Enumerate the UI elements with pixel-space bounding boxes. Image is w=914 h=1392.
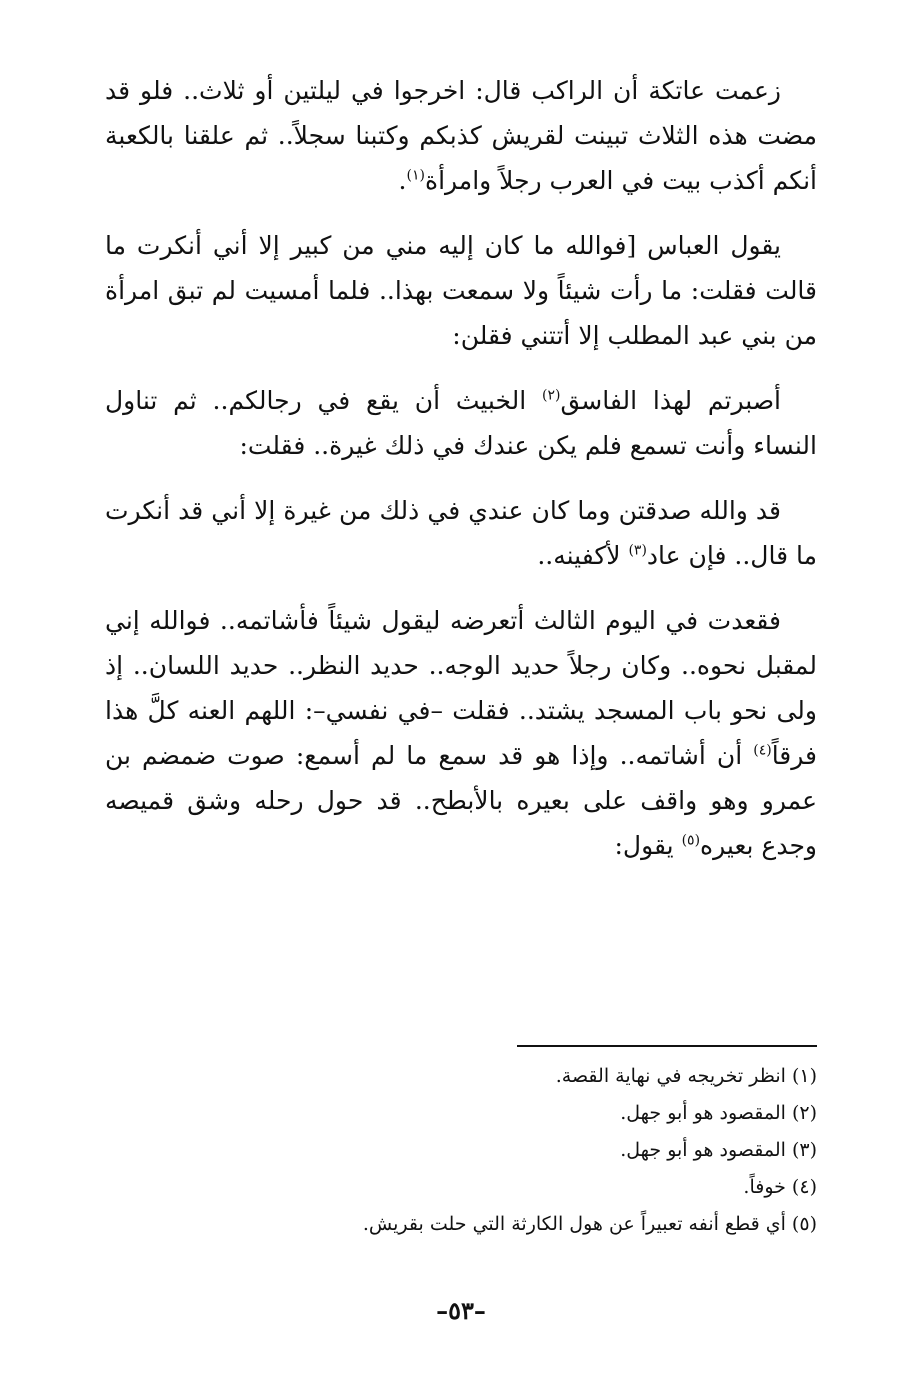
book-page (105, 68, 817, 1358)
paragraph-4 (105, 488, 817, 578)
page-number: –٥٣– (436, 1296, 486, 1325)
paragraph-text: قد والله صدقتن وما كان عندي في ذلك من غيرة إلا أني قد أنكرت ما قال.. فإن عاد (105, 496, 817, 570)
paragraph-3 (105, 378, 817, 468)
paragraph-tail: . (398, 166, 407, 195)
paragraph-2 (105, 223, 817, 358)
footnote-separator (517, 1045, 817, 1047)
paragraph-text: أصبرتم لهذا الفاسق (560, 386, 781, 415)
paragraph-text: يقول العباس [فوالله ما كان إليه مني من كبير إلا أني أنكرت ما قالت فقلت: ما رأت شيئاً ولا سمعت بهذا.. فلما أمسيت لم تبق امرأة من بني عبد المطلب إلا أتتني فقلن: (105, 231, 817, 350)
footnotes (105, 1058, 817, 1243)
footnote-1: (١) انظر تخريجه في نهاية القصة. (555, 1065, 817, 1087)
footnote-ref-1[interactable]: (١) (406, 167, 425, 184)
paragraph-tail: يقول: (614, 831, 682, 860)
footnote-ref-4[interactable]: (٤) (753, 742, 772, 759)
footnote-ref-2[interactable]: (٢) (541, 387, 561, 404)
footnote-3: (٣) المقصود هو أبو جهل. (620, 1139, 817, 1161)
paragraph-5 (105, 598, 817, 868)
paragraph-tail: لأكفينه.. (537, 541, 629, 570)
paragraph-tail: أن أشاتمه.. وإذا هو قد سمع ما لم أسمع: صوت ضمضم بن عمرو وهو واقف على بعيره بالأبطح.. قد حول رحله وشق قميصه وجدع بعيره (105, 741, 817, 860)
footnote-ref-3[interactable]: (٣) (628, 542, 647, 559)
footnote-5: (٥) أي قطع أنفه تعبيراً عن هول الكارثة التي حلت بقريش. (362, 1213, 817, 1235)
footnote-2: (٢) المقصود هو أبو جهل. (620, 1102, 817, 1124)
paragraph-1 (105, 68, 817, 203)
footnote-ref-5[interactable]: (٥) (681, 832, 701, 849)
footnote-4: (٤) خوفاً. (743, 1176, 817, 1198)
paragraph-text: فقعدت في اليوم الثالث أتعرضه ليقول شيئاً فأشاتمه.. فوالله إني لمقبل نحوه.. وكان رجلاً حديد الوجه.. حديد النظر.. حديد اللسان.. إذ ولى نحو باب المسجد يشتد.. فقلت –في نفسي–: اللهم العنه كلَّ هذا فرقاً (105, 606, 817, 770)
paragraph-text: زعمت عاتكة أن الراكب قال: اخرجوا في ليلتين أو ثلاث.. فلو قد مضت هذه الثلاث تبينت لقريش كذبكم وكتبنا سجلاً.. ثم علقنا بالكعبة أنكم أكذب بيت في العرب رجلاً وامرأة (105, 76, 817, 195)
paragraph-tail: الخبيث أن يقع في رجالكم.. ثم تناول النساء وأنت تسمع فلم يكن عندك في ذلك غيرة.. فقلت: (105, 386, 817, 460)
